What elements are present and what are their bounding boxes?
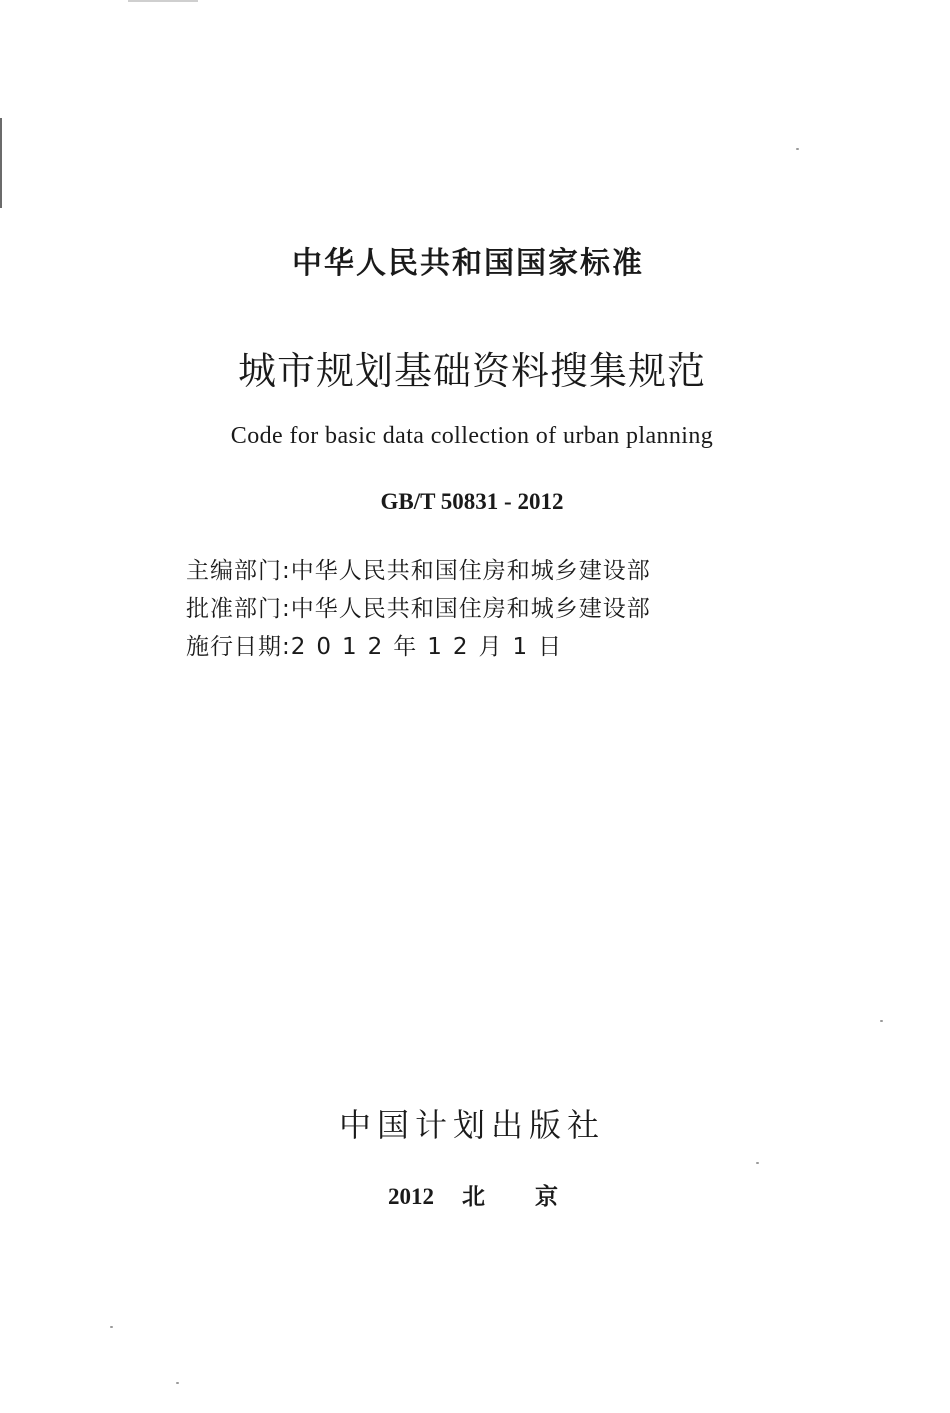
scan-edge-line <box>0 118 2 208</box>
scan-speck <box>110 1326 113 1328</box>
approval-department-value: 中华人民共和国住房和城乡建设部 <box>290 596 651 622</box>
publication-line <box>0 1178 948 1211</box>
effective-date-label: 施行日期: <box>186 634 291 660</box>
publisher-name: 中国计划出版社 <box>338 1106 605 1144</box>
publication-city: 北京 <box>462 1184 608 1210</box>
editor-department-label: 主编部门: <box>186 558 291 584</box>
standard-code: GB/T 50831 - 2012 <box>380 489 564 514</box>
scan-speck <box>796 148 799 150</box>
editor-department-value: 中华人民共和国住房和城乡建设部 <box>290 558 651 584</box>
publication-year: 2012 <box>388 1184 434 1209</box>
editor-department-row <box>186 552 726 590</box>
approval-department-row <box>186 590 726 628</box>
approval-department-label: 批准部门: <box>186 596 291 622</box>
scan-speck <box>176 1382 179 1384</box>
document-title-english: Code for basic data collection of urban planning <box>230 423 714 449</box>
effective-date-row <box>186 628 726 666</box>
issuing-info-block <box>186 552 726 666</box>
scan-top-smudge <box>128 0 198 2</box>
scan-speck <box>880 1020 883 1022</box>
scan-speck <box>756 1162 759 1164</box>
document-title-chinese: 城市规划基础资料搜集规范 <box>237 349 706 393</box>
effective-date-value: 2012年12月1日 <box>290 634 573 660</box>
national-standard-heading: 中华人民共和国国家标准 <box>292 246 644 281</box>
